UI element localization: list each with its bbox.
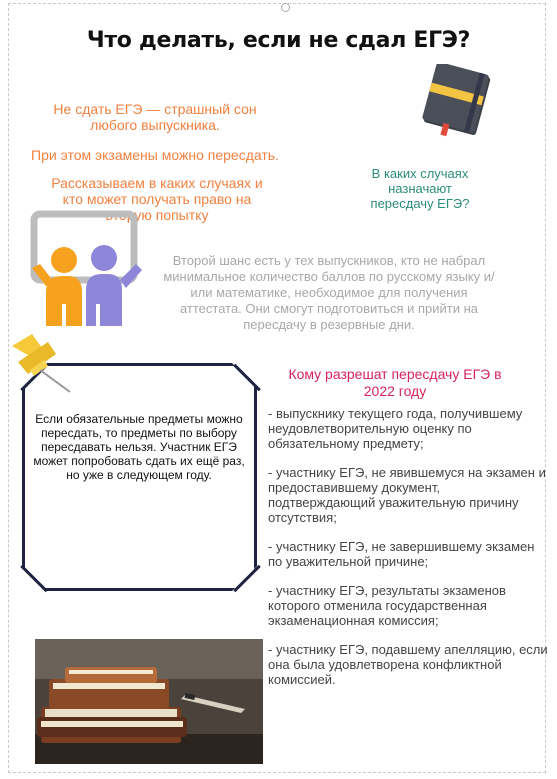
box-text: Если обязательные предметы можно пересдать, то предметы по выбору пересдавать нельзя. Участник ЕГЭ может попробовать сдать их ещё раз, но уже в следующем году. — [33, 412, 245, 482]
list-item: - выпускнику текущего года, получившему неудовлетворительную оценку по обязательному предмету; — [268, 406, 523, 451]
list-item: - участнику ЕГЭ, не явившемуся на экзамен и предоставившему документ, подтверждающий уважительную причину отсутствия; — [268, 465, 546, 525]
people-board-icon — [28, 208, 146, 326]
page-title: Что делать, если не сдал ЕГЭ? — [86, 28, 471, 53]
retake-title: Кому разрешат пересдачу ЕГЭ в 2022 году — [288, 366, 502, 399]
intro-line-3: Рассказываем в каких случаях и кто может получать право на вторую попытку — [51, 175, 263, 223]
list-item: - участнику ЕГЭ, результаты экзаменов которого отменила государственная экзаменационная комиссия; — [268, 583, 506, 628]
pushpin-icon — [4, 326, 74, 396]
intro-line-2: При этом экзамены можно пересдать. — [31, 147, 279, 163]
retake-list — [268, 406, 550, 701]
books-photo — [35, 639, 263, 764]
question-text: В каких случаях назначают пересдачу ЕГЭ? — [370, 166, 470, 211]
rotate-handle[interactable] — [281, 3, 290, 12]
notebook-icon — [422, 64, 494, 139]
intro-line-1: Не сдать ЕГЭ — страшный сон любого выпускника. — [53, 101, 257, 133]
second-chance-text: Второй шанс есть у тех выпускников, кто не набрал минимальное количество баллов по русскому языку и/или математике, необходимое для получения аттестата. Они смогут подготовиться и прийти на пересдачу в резервные дни. — [163, 253, 495, 332]
list-item: - участнику ЕГЭ, подавшему апелляцию, если она была удовлетворена конфликтной комиссией. — [268, 642, 548, 687]
list-item: - участнику ЕГЭ, не завершившему экзамен по уважительной причине; — [268, 539, 535, 569]
